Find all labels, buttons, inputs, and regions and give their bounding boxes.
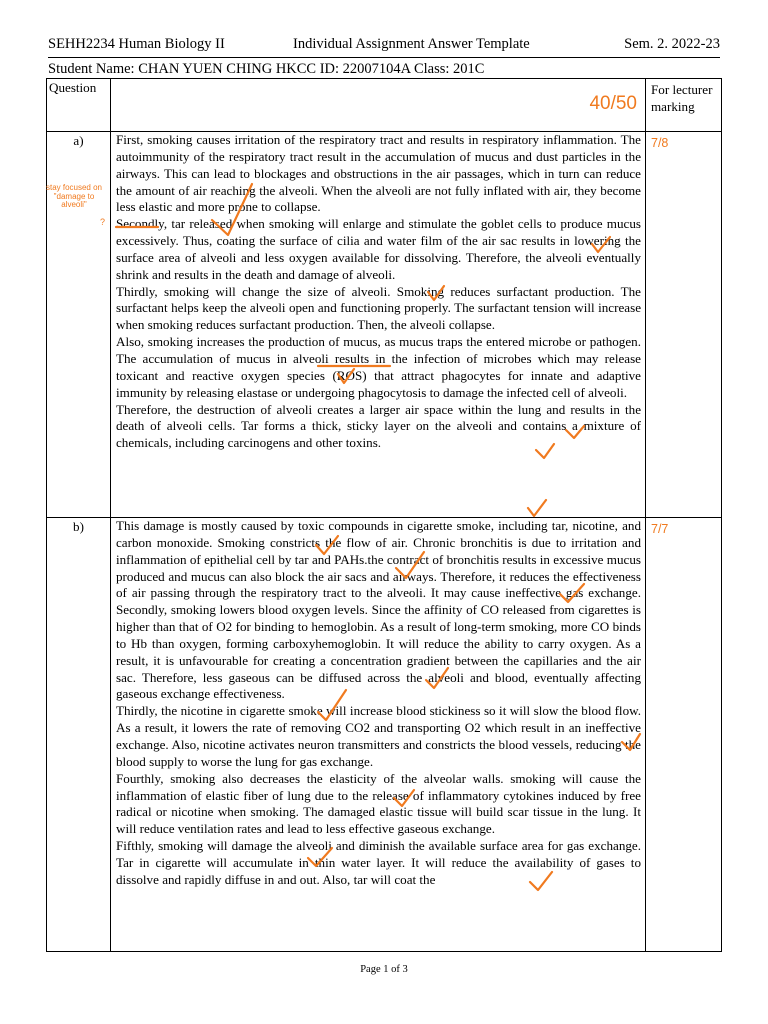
page-header [48, 35, 720, 55]
question-mark: 7/7 [651, 522, 669, 536]
header-divider [48, 57, 720, 58]
question-mark: 7/8 [651, 136, 669, 150]
answer-a-text [111, 132, 646, 518]
marking-cell [646, 132, 722, 518]
marking-column-header: For lecturer marking [646, 79, 722, 132]
page-footer: Page 1 of 3 [360, 964, 408, 975]
question-label: b) [47, 518, 111, 952]
answer-paragraph: Also, smoking increases the production of mucus, as mucus traps the entered microbe or pathogen. The accumulation of mucus in alveoli results in the infection of microbes which may release toxicant and reactive oxygen species (ROS) that attract phagocytes for innate and adaptive immunity by releasing elastase or undergoing phagocytosis to damage the infected cell of alveoli. [116, 334, 641, 400]
answer-paragraph: Fourthly, smoking also decreases the elasticity of the alveolar walls. smoking will cause the inflammation of elastic fiber of lung due to the release of inflammatory cytokines induced by free radical or nicotine when smoking. The damaged elastic tissue will build scar tissue in the lung. It will reduce ventilation rates and lead to less effective gaseous exchange. [116, 770, 641, 837]
course-code: SEHH2234 Human Biology II [48, 36, 225, 52]
table-header-row [47, 79, 722, 132]
student-info: Student Name: CHAN YUEN CHING HKCC ID: 22007104A Class: 201C [48, 61, 485, 77]
total-score: 40/50 [589, 93, 637, 114]
template-title: Individual Assignment Answer Template [293, 36, 530, 52]
answer-paragraph: Fifthly, smoking will damage the alveoli and diminish the available surface area for gas exchange. Tar in cigarette will accumulate in thin water layer. It will reduce the availability of gases to dissolve and rapidly diffuse in and out. Also, tar will coat the [116, 838, 641, 887]
answer-paragraph: Thirdly, the nicotine in cigarette smoke will increase blood stickiness so it will slow the blood flow. As a result, it lowers the rate of removing CO2 and transporting O2 which result in an ineffective exchange. Also, nicotine activates neuron transmitters and constricts the blood vessels, reducing the blood supply to worse the lung for gas exchange. [116, 703, 641, 769]
table-row [47, 518, 722, 952]
question-column-header: Question [47, 79, 111, 132]
answer-paragraph: Thirdly, smoking will change the size of alveoli. Smoking reduces surfactant production. The surfactant helps keep the alveoli open and functioning properly. The surfactant tension will increase when smoking reduces surfactant production. Then, the alveoli collapse. [116, 283, 641, 333]
total-score-cell [111, 79, 646, 132]
answer-paragraph: This damage is mostly caused by toxic compounds in cigarette smoke, including tar, nicotine, and carbon monoxide. Smoking constricts the flow of air. Chronic bronchitis is due to irritation and inflammation of epithelial cell by tar and PAHs.the contract of bronchitis results in excessive mucus produced and mucus can also block the air sacs and airways. Therefore, it reduces the effectiveness of air passing through the respiratory tract to the alveoli. It may cause ineffective gas exchange. Secondly, smoking lowers blood oxygen levels. Since the affinity of CO released from cigarettes is higher than that of O2 for binding to hemoglobin. As a result of long-term smoking, more CO binds to Hb than oxygen, forming carboxyhemoglobin. It will reduce the ability to carry oxygen. As a result, it is unfavourable for creating a concentration gradient between the capillaries and the air sac. Therefore, less gaseous can be diffused across the alveoli and blood, eventually affecting gaseous exchange effectiveness. [116, 518, 641, 702]
answer-paragraph: Secondly, tar released when smoking will enlarge and stimulate the goblet cells to produce mucus excessively. Thus, coating the surface of cilia and water film of the air sac results in lowering the surface area of alveoli and less oxygen available for dissolving. Therefore, the alveoli eventually shrink and results in the death and damage of alveoli. [116, 216, 641, 282]
marking-cell [646, 518, 722, 952]
question-label: a) [47, 132, 111, 518]
answer-paragraph: Therefore, the destruction of alveoli creates a larger air space within the lung and results in the death of alveoli cells. Tar forms a thick, sticky layer on the alveoli and contains a mixture of chemicals, including carcinogens and other toxins. [116, 401, 641, 451]
table-row [47, 132, 722, 518]
answer-table [46, 78, 722, 952]
marker-margin-note: stay focused on "damage to alveoli" [45, 183, 103, 209]
answer-b-text [111, 518, 646, 952]
semester-label: Sem. 2. 2022-23 [624, 36, 720, 52]
marker-question-mark: ? [100, 217, 106, 227]
answer-paragraph: First, smoking causes irritation of the respiratory tract and results in respiratory inflammation. The autoimmunity of the respiratory tract result in the accumulation of mucus and dust particles in the airways. This can lead to blockages and obstructions in the air passages, which in turn can reduce the amount of air reaching the alveoli. When the alveoli are not fully inflated with air, they become less elastic and more prone to collapse. [116, 132, 641, 215]
